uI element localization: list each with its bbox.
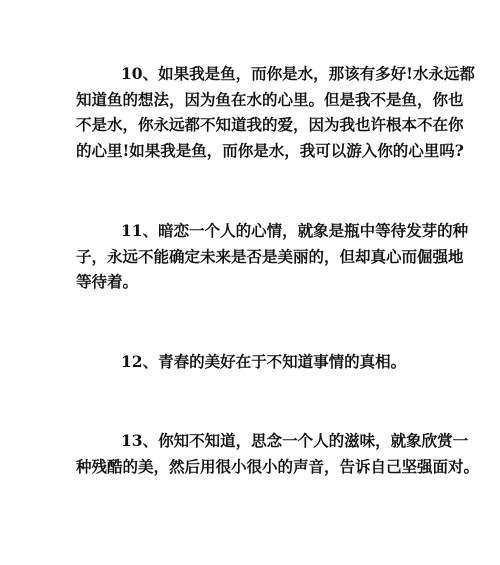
paragraph-line: 10、如果我是鱼，而你是水，那该有多好!水永远都	[121, 64, 475, 83]
paragraph-line: 子，永远不能确定未来是否是美丽的，但却真心而倔强地	[76, 246, 464, 266]
paragraph-line: 的心里!如果我是鱼，而你是水，我可以游入你的心里吗?	[76, 140, 464, 160]
paragraph-10	[76, 61, 475, 163]
paragraph-line: 13、你知不知道，思念一个人的滋味，就象欣赏一	[121, 431, 469, 450]
paragraph-13	[76, 428, 480, 479]
paragraph-line: 等待着。	[76, 272, 139, 291]
paragraph-line: 12、青春的美好在于不知道事情的真相。	[121, 352, 407, 371]
paragraph-line: 知道鱼的想法，因为鱼在水的心里。但是我不是鱼，你也	[76, 89, 464, 109]
paragraph-line: 不是水，你永远都不知道我的爱，因为我也许根本不在你	[76, 115, 464, 134]
paragraph-12	[76, 349, 426, 375]
paragraph-line: 11、暗恋一个人的心情，就象是瓶中等待发芽的种	[121, 221, 469, 240]
paragraph-11	[76, 218, 469, 295]
cut-off-text-line	[120, 557, 420, 565]
paragraph-line: 种残酷的美，然后用很小很小的声音，告诉自己坚强面对。	[76, 456, 480, 476]
